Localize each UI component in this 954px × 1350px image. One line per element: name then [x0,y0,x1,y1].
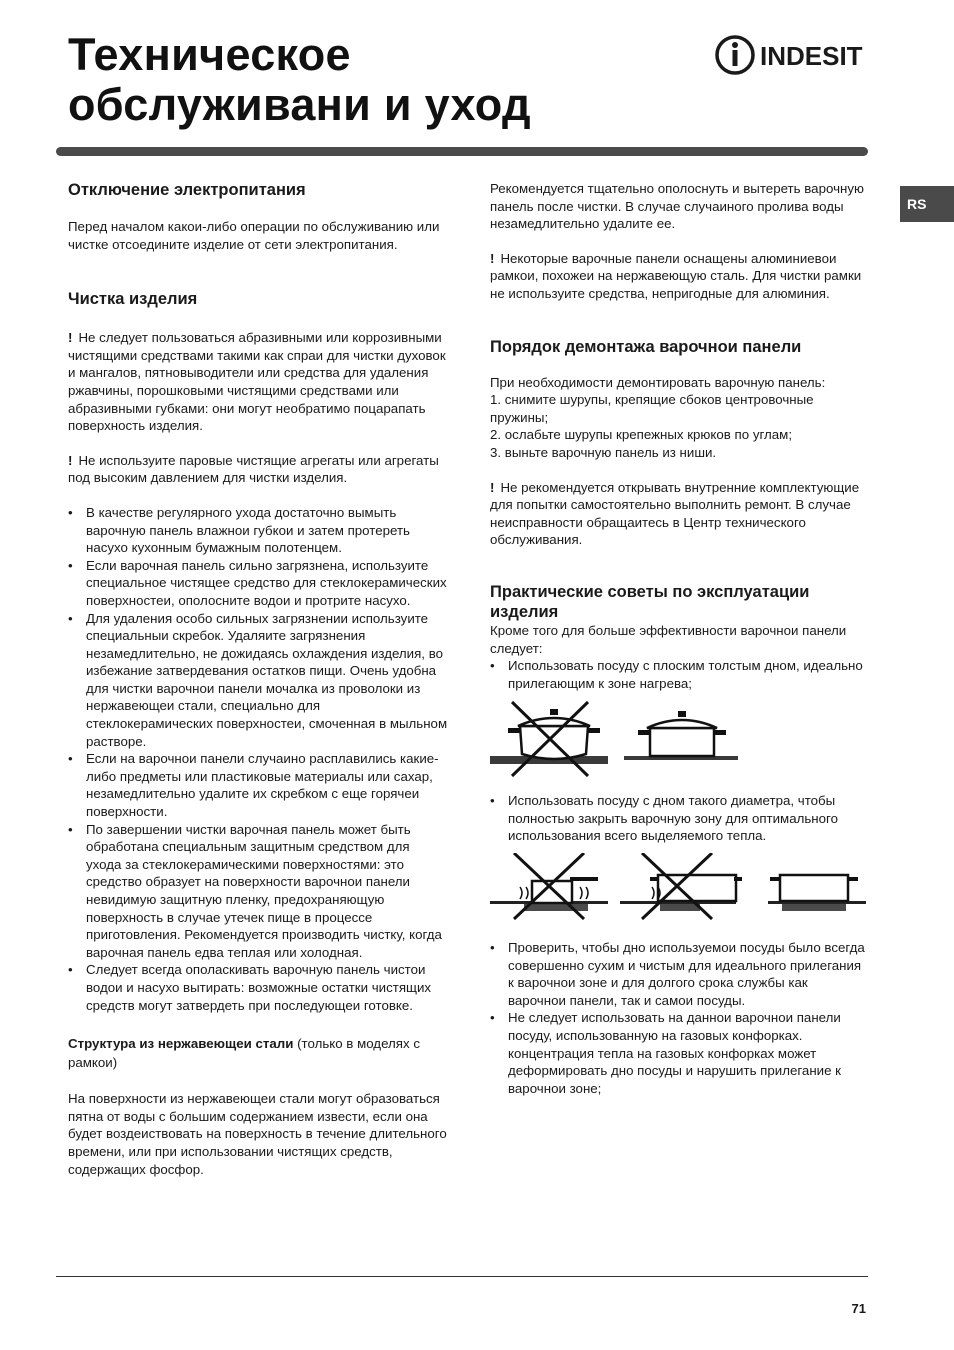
right-column [490,180,868,1097]
warning-icon: ! [68,330,73,346]
warning-abrasive [68,329,448,435]
list-item: • Использовать посуду с плоским толстым дном, идеально прилегающим к зоне нагрева; [490,657,868,692]
left-column [68,180,448,1178]
steel-heading-bold: Структура из нержавеющеи стали [68,1036,294,1052]
tips-list-1 [490,657,868,692]
small-pot-wrong-icon [490,853,608,919]
list-item: • Следует всегда ополаскивать варочную панель чистои водои и насухо вытирать: возможные остатки чистящих средств могут затвердеть при последующеи готовке. [68,961,448,1014]
warning-icon: ! [68,452,73,468]
list-item: • Не следует использовать на даннои варочнои панели посуду, использованную на газовых конфорках. концентрация тепла на газовых конфорках может деформировать дно посуды и нарушить прилегание к варочнои зоне; [490,1009,868,1097]
page-title-line1: Техническое [68,29,351,80]
list-item: • Если на варочнои панели случаино расплавились какие-либо предметы или пластиковые материалы или сахар, незамедлительно удалите их скребком с еще горячеи поверхности. [68,750,448,820]
warning-repair-text: Не рекомендуется открывать внутренние комплектующие для попытки самостоятельно выполнить ремонт. В случае неисправности обращаитесь в Центр технического обслуживания. [490,479,860,548]
pot-diameter-illustration [490,853,868,927]
warning-steam [68,452,448,487]
header-rule [56,147,868,156]
large-pot-wrong-icon [620,853,742,919]
language-tab: RS [900,186,954,222]
page-title-line2: обслуживани и уход [68,79,531,130]
cleaning-list [68,504,448,1014]
tips-intro: Кроме того для больше эффективности варочнои панели следует: [490,622,847,656]
removal-step-2: 2. ослабьте шурупы крепежных крюков по углам; [490,427,793,443]
tips-list-2 [490,792,868,845]
list-item: • Проверить, чтобы дно используемои посуды было всегда совершенно сухим и чистым для идеального прилегания к варочнои зоне и для долгого срока службы как варочнои панели, так и самои посуды. [490,939,868,1009]
indesit-logo [714,34,870,76]
flat-bottom-pot-illustration [490,700,868,780]
warning-aluminium-text: Некоторые варочные панели оснащены алюминиевои рамкои, похожеи на нержавеющую сталь. Для чистки рамки не используите средства, непригодные для алюминия. [490,250,862,301]
correct-pot-icon [624,711,738,760]
steel-heading-note: (только в моделях с рамкои) [68,1036,420,1071]
wrong-pot-icon [490,702,608,776]
warning-icon: ! [490,479,495,495]
list-item: • Если варочная панель сильно загрязнена, используите специальное чистящее средство для стеклокерамических поверхностеи, ополосните водои и протрите насухо. [68,557,448,610]
tips-list-3 [490,939,868,1097]
warning-aluminium [490,250,868,303]
steel-text: На поверхности из нержавеющеи стали могут образоваться пятна от воды с большим содержанием извести, если она будет воздеиствовать на поверхность в течение длительного времени, или при использовании чистящих средств, содержащих фосфор. [68,1091,447,1177]
list-item: • В качестве регулярного ухода достаточно вымыть варочную панель влажнои губкои и затем протереть насухо кухонным бумажным полотенцем. [68,504,448,557]
removal-step-3: 3. выньте варочную панель из ниши. [490,444,717,460]
warning-abrasive-text: Не следует пользоваться абразивными или коррозивными чистящими средствами такими как спраи для чистки духовок и мангалов, пятновыводители или средства для удаления ржавчины, порошковыми чистящими средствами или абразивными губками: они могут необратимо поцарапать поверхность изделия. [68,330,446,434]
page-title [68,30,531,130]
list-item: • Для удаления особо сильных загрязнении используите специальныи скребок. Удаляите загрязнения незамедлительно, не дожидаясь охлаждения изделия, во избежание затвердевания остатков пищи. Очень удобна для чистки варочнои панели мочалка из проволоки из нержавеющеи стали, специально для стеклокерамических поверхностеи, смоченная в мыльном растворе. [68,610,448,751]
section-title-tips: Практические советы по эксплуатации изделия [490,582,810,621]
section-title-power: Отключение электропитания [68,181,306,199]
warning-icon: ! [490,250,495,266]
warning-steam-text: Не используите паровые чистящие агрегаты или агрегаты под высоким давлением для чистки изделия. [68,452,439,486]
page-number: 71 [851,1301,866,1316]
list-item: • Использовать посуду с дном такого диаметра, чтобы полностью закрыть варочную зону для оптимального использования всего выделяемого тепла. [490,792,868,845]
list-item: • По завершении чистки варочная панель может быть обработана специальным защитным средством для ухода за стеклокерамическими поверхностями: это средство образует на поверхности варочнои панели невидимую защитную пленку, предохраняющую поверхность в случае утечек пище в процессе приготовления. Рекомендуется производить чистку, когда варочная панель едва теплая или холодная. [68,821,448,962]
footer-rule [56,1276,868,1277]
section-title-removal: Порядок демонтажа варочнои панели [490,337,802,356]
power-text: Перед началом какои-либо операции по обслуживанию или чистке отсоедините изделие от сети электропитания. [68,219,440,252]
removal-step-1: 1. снимите шурупы, крепящие сбоков центровочные пружины; [490,392,814,425]
brand-name: INDESIT [760,41,863,71]
rinse-text: Рекомендуется тщательно ополоснуть и вытереть варочную панель после чистки. В случае случаиного пролива воды незамедлительно удалите ее. [490,181,864,232]
steel-heading [68,1034,448,1072]
removal-intro: При необходимости демонтировать варочную панель: [490,374,826,390]
section-title-cleaning: Чистка изделия [68,290,198,309]
matching-pot-correct-icon [768,875,866,911]
warning-repair [490,479,868,549]
